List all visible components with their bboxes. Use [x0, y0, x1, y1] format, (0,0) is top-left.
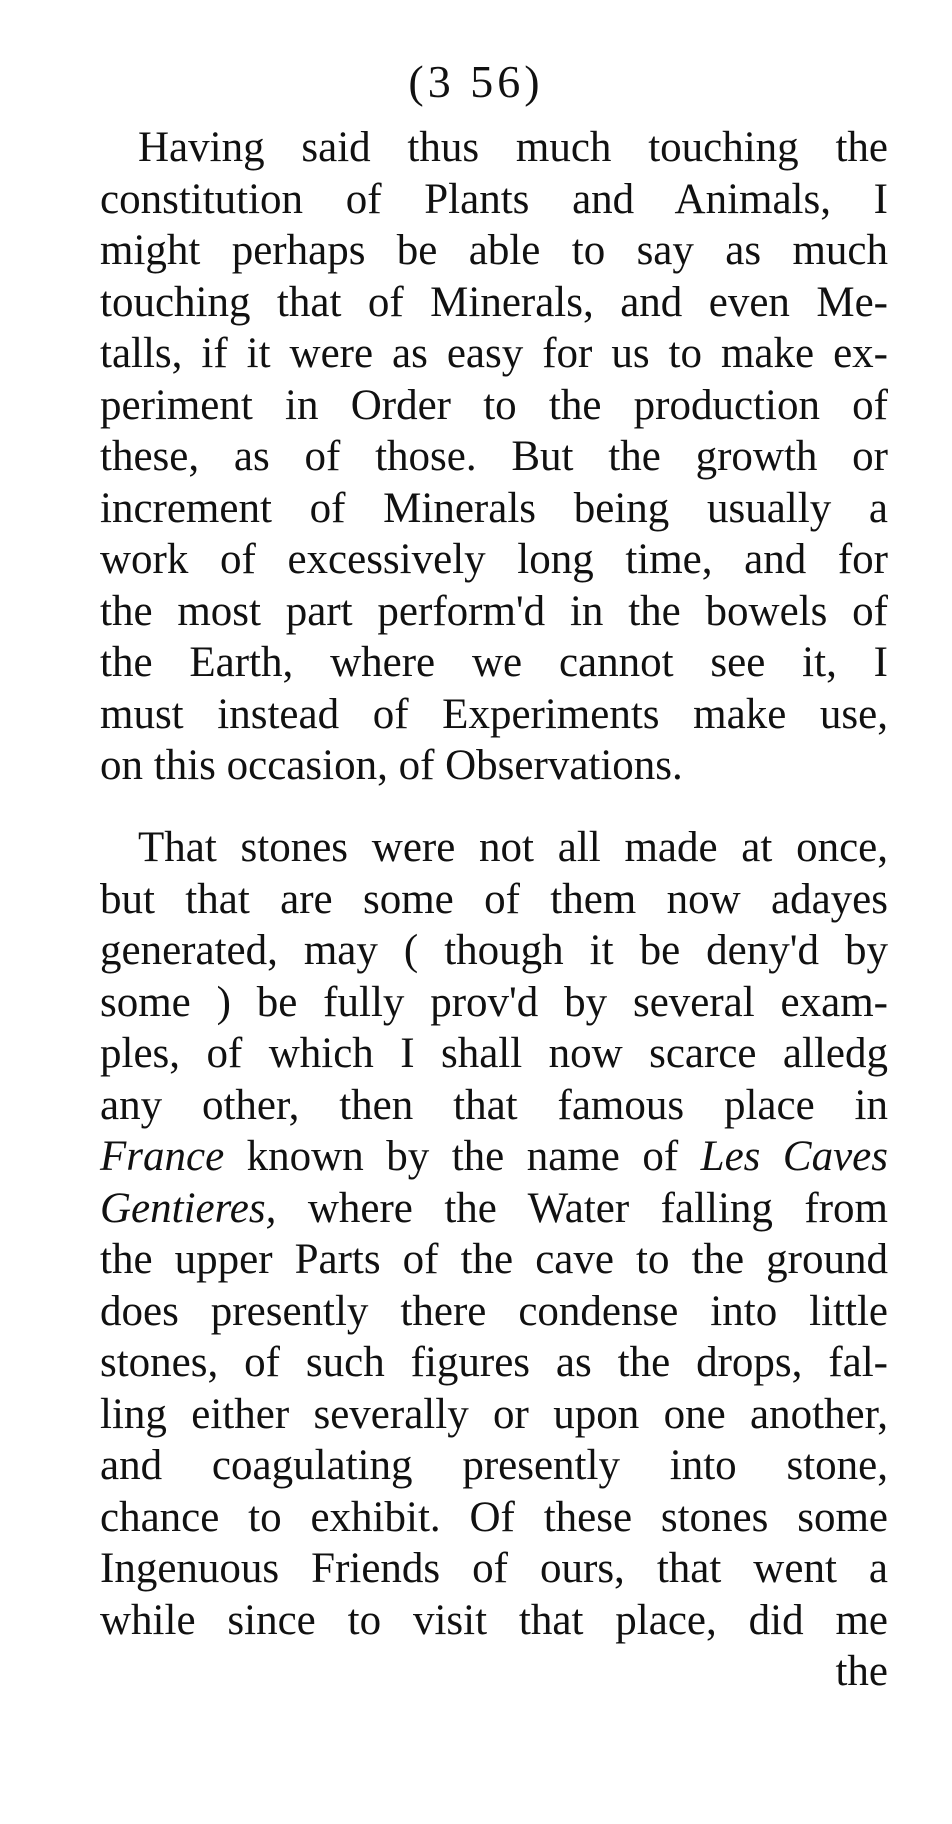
text-line: does presently there condense into little [100, 1287, 888, 1335]
text-line: the upper Parts of the cave to the ground [100, 1236, 888, 1283]
text-line: some ) be fully prov'd by several exam- [100, 978, 888, 1026]
text-line: ling either severally or upon one another, [100, 1390, 888, 1438]
text-line: ples, of which I shall now scarce alledg [100, 1030, 888, 1077]
text-line: increment of Minerals being usually a [100, 484, 888, 532]
page-number: (3 56) [408, 56, 544, 107]
text-line: the Earth, where we cannot see it, I [100, 639, 888, 686]
paragraph-1 [100, 122, 888, 792]
text-line: but that are some of them now adayes [100, 875, 888, 923]
paragraph-2 [100, 822, 888, 1698]
place-name-les-caves: Les Caves [700, 1133, 888, 1180]
place-name-gentieres: Gentieres, [100, 1184, 277, 1232]
text-line: might perhaps be able to say as much [100, 227, 888, 274]
place-name-france: France [100, 1133, 225, 1180]
text-run: known by the name of [224, 1133, 701, 1180]
text-line: on this occasion, of Observations. [100, 742, 683, 789]
text-line: while since to visit that place, did me [100, 1596, 888, 1644]
text-line [100, 1183, 888, 1235]
text-line: periment in Order to the production of [100, 381, 888, 429]
text-line: the most part perform'd in the bowels of [100, 587, 888, 635]
text-line [100, 1131, 888, 1183]
text-line: Having said thus much touching the [138, 124, 888, 171]
text-line: Ingenuous Friends of ours, that went a [100, 1545, 888, 1592]
text-line: chance to exhibit. Of these stones some [100, 1493, 888, 1541]
text-run: where the Water falling from [276, 1184, 888, 1232]
text-line: touching that of Minerals, and even Me- [100, 278, 888, 326]
text-line: must instead of Experiments make use, [100, 690, 888, 738]
text-line: work of excessively long time, and for [100, 536, 888, 583]
catchword: the [835, 1648, 888, 1695]
text-line: generated, may ( though it be deny'd by [100, 927, 888, 974]
text-line: any other, then that famous place in [100, 1081, 888, 1129]
text-line: constitution of Plants and Animals, I [100, 175, 888, 223]
text-line: and coagulating presently into stone, [100, 1442, 888, 1489]
text-line: stones, of such figures as the drops, fal- [100, 1339, 888, 1386]
text-line: talls, if it were as easy for us to make ex- [100, 330, 888, 377]
text-line: That stones were not all made at once, [138, 824, 888, 871]
text-line: these, as of those. But the growth or [100, 433, 888, 480]
